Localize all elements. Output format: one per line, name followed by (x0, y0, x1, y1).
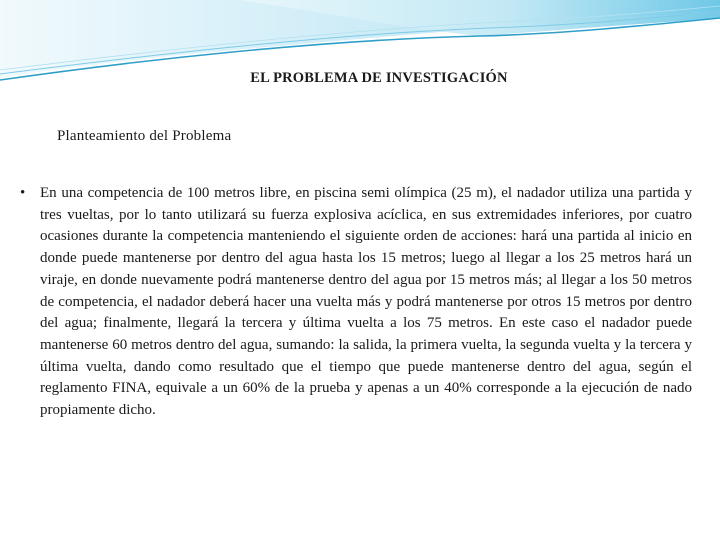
bullet-paragraph (20, 183, 692, 422)
slide-subtitle: Planteamiento del Problema (57, 128, 232, 144)
slide-title: EL PROBLEMA DE INVESTIGACIÓN (250, 70, 508, 86)
bullet-body-text: En una competencia de 100 metros libre, en piscina semi olímpica (25 m), el nadador utiliza una partida y tres vueltas, por lo tanto utilizará su fuerza explosiva acíclica, en sus extremidades inferiores, por cuatro ocasiones durante la competencia manteniendo el siguiente orden de acciones: hará una partida al inicio en donde puede mantenerse por dentro del agua hasta los 15 metros; luego al llegar a los 25 metros hará un viraje, en donde nuevamente podrá mantenerse dentro del agua por 15 metros más; al llegar a los 50 metros de competencia, el nadador deberá hacer una vuelta más y podrá mantenerse por otros 15 metros por dentro del agua; finalmente, llegará la tercera y última vuelta a los 75 metros. En este caso el nadador puede mantenerse 60 metros dentro del agua, sumando: la salida, la primera vuelta, la segunda vuelta y la tercera y última vuelta, dando como resultado que el tiempo que puede mantenerse dentro del agua, según el reglamento FINA, equivale a un 60% de la prueba y apenas a un 40% corresponde a la ejecución de nado propiamente dicho. (40, 185, 692, 419)
bullet-icon: • (20, 185, 26, 201)
